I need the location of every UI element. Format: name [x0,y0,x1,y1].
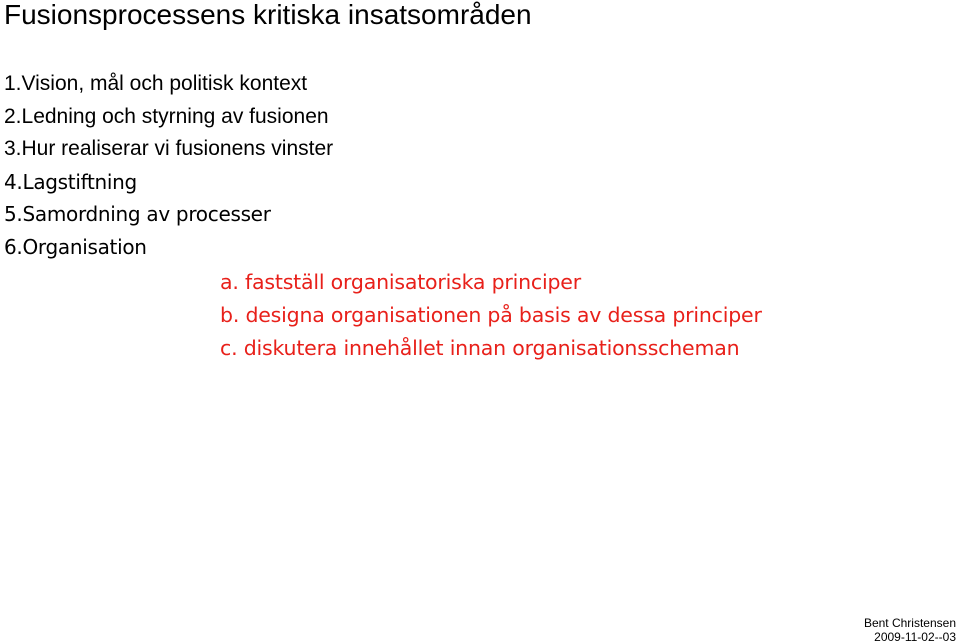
subtopic-item-b: b. designa organisationen på basis av dessa principer [220,303,762,327]
topic-item-4: 4.Lagstiftning [4,169,137,194]
footer-date: 2009-11-02--03 [874,630,956,644]
footer-author: Bent Christensen [863,616,956,630]
topic-item-2: 2.Ledning och styrning av fusionen [4,104,329,128]
organisation-subtopic-list [220,266,762,365]
topic-list [4,68,333,263]
topic-item-3: 3.Hur realiserar vi fusionens vinster [4,137,334,160]
subtopic-item-c: c. diskutera innehållet innan organisationsscheman [220,336,740,360]
topic-item-1: 1.Vision, mål och politisk kontext [4,72,308,95]
footer [864,616,956,644]
topic-item-6: 6.Organisation [4,234,147,259]
topic-item-5: 5.Samordning av processer [4,202,271,226]
subtopic-item-a: a. fastställ organisatoriska principer [220,270,581,294]
slide-title: Fusionsprocessens kritiska insatsområden [4,0,532,30]
